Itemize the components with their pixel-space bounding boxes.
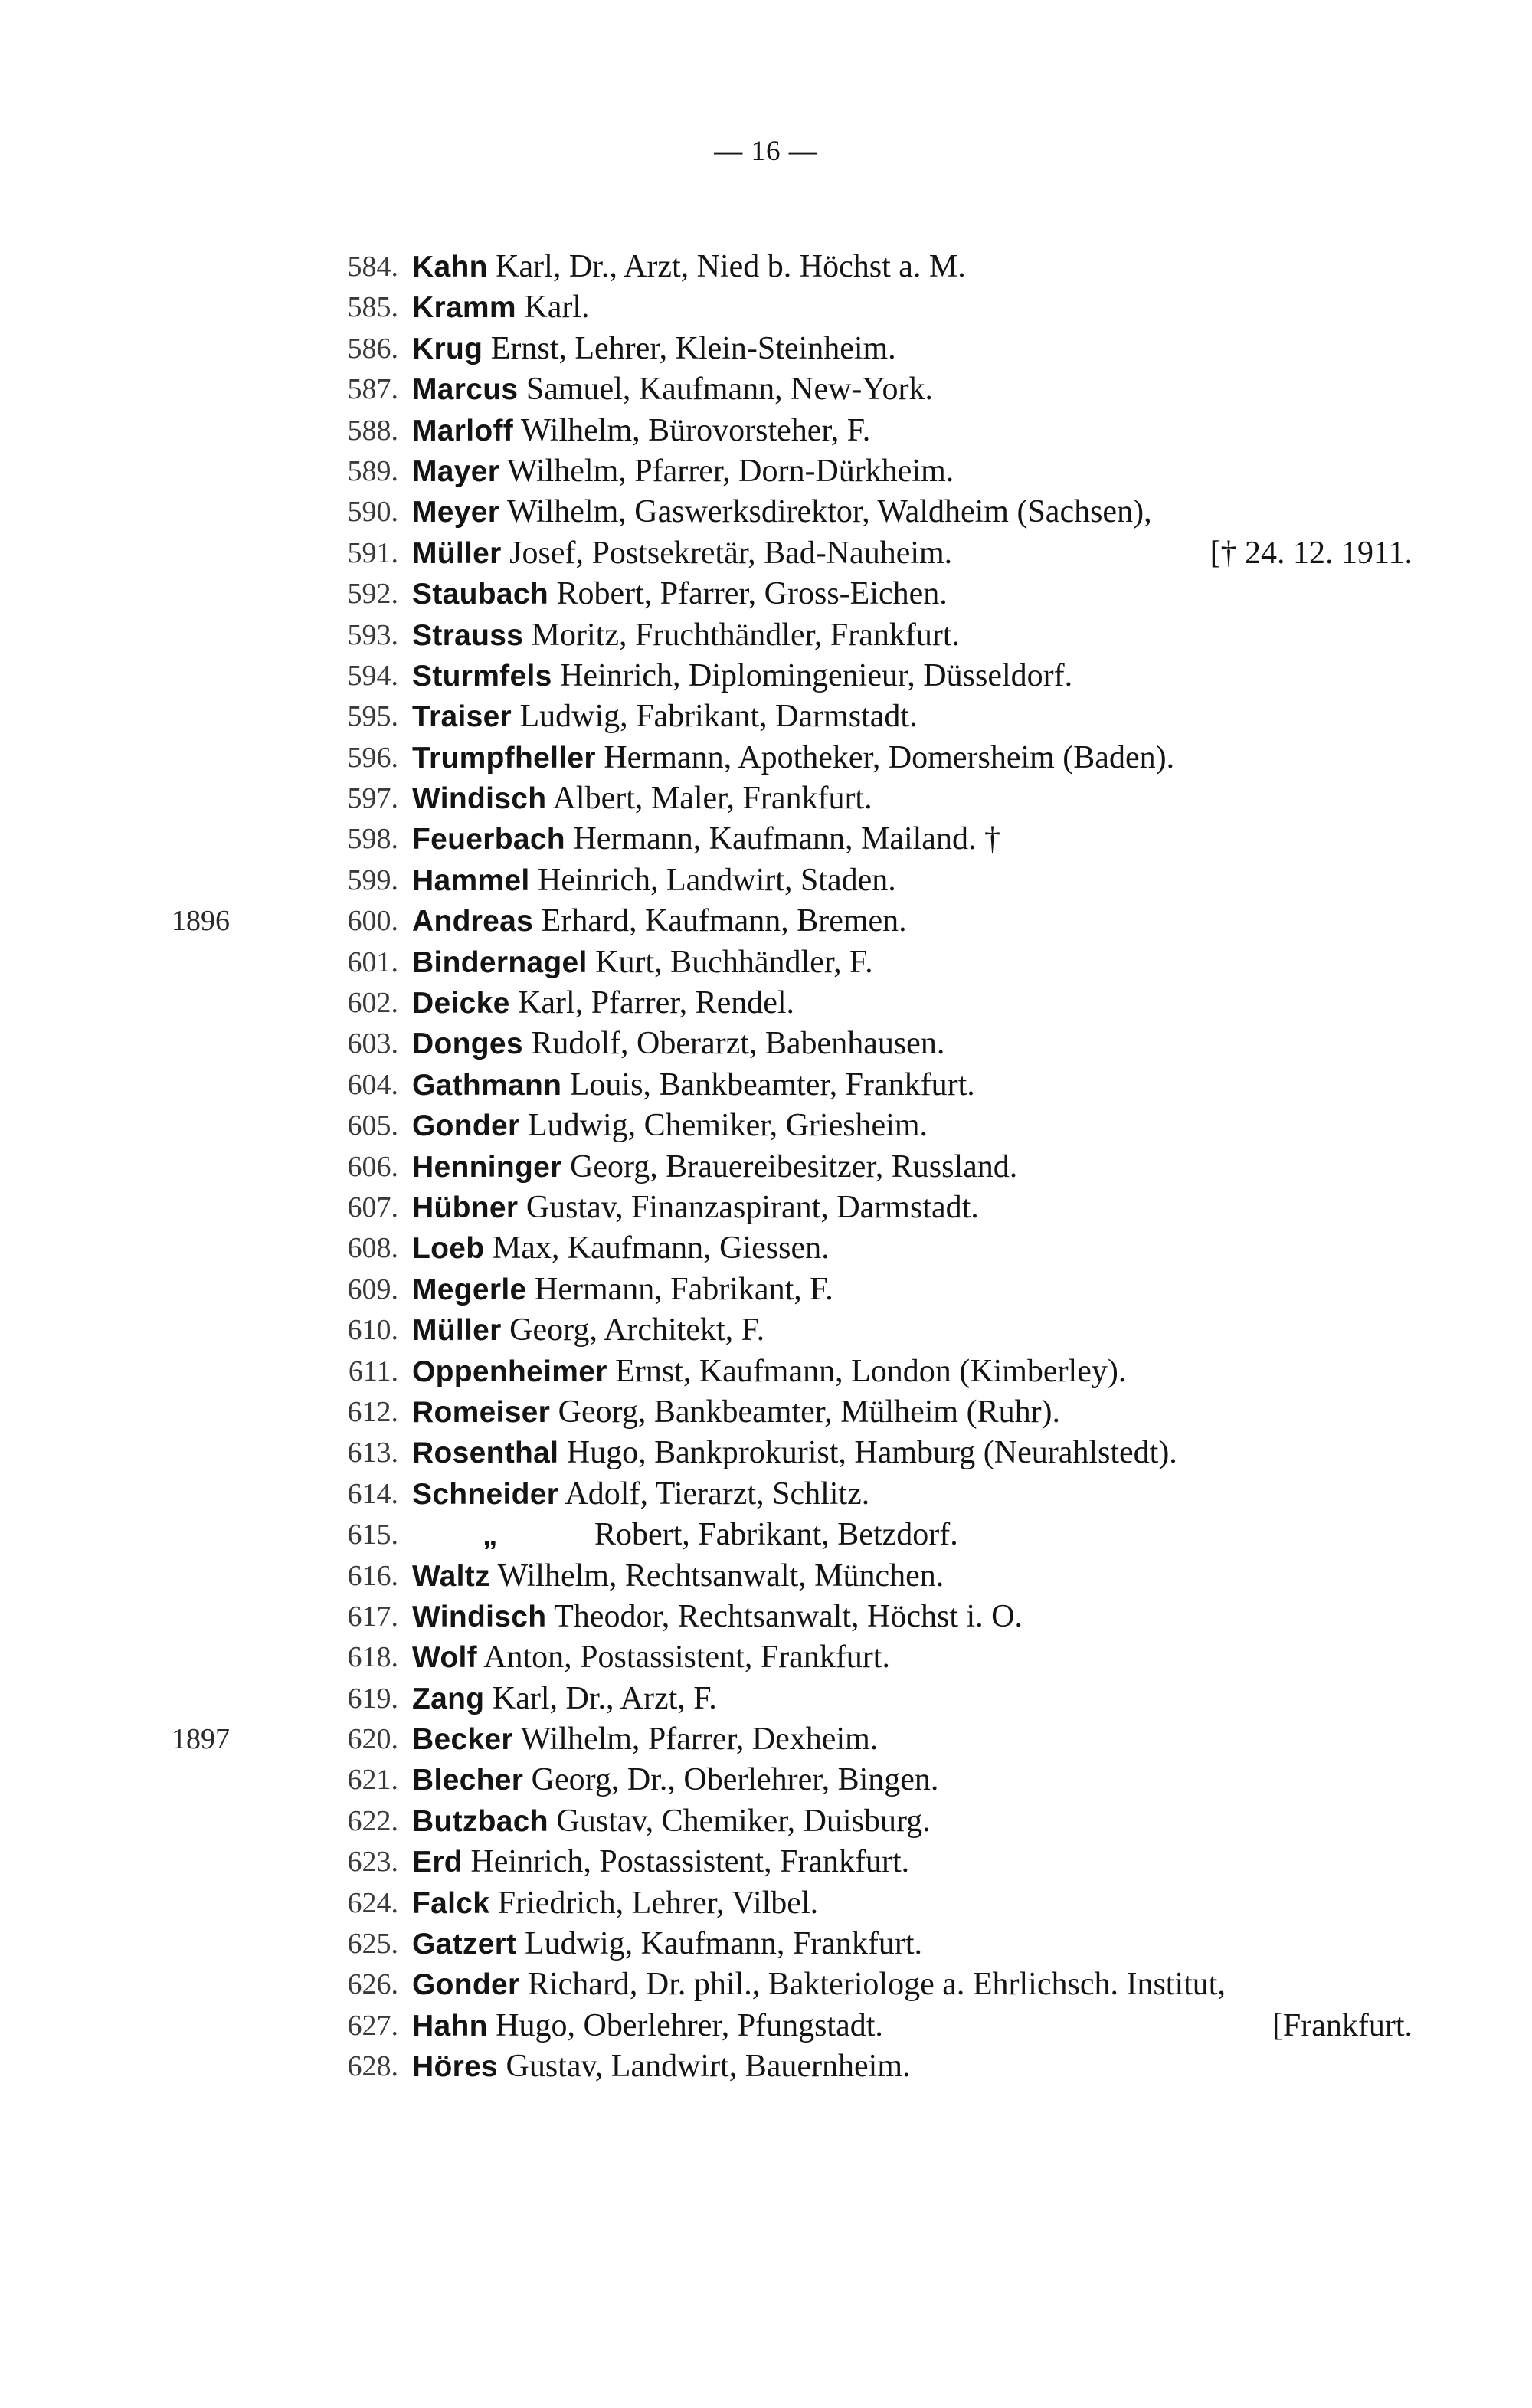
entry-details: Josef, Postsekretär, Bad-Nauheim. (509, 535, 953, 571)
entry-number: 601. (347, 945, 398, 978)
entry-details: Robert, Fabrikant, Betzdorf. (594, 1517, 958, 1553)
entry-number: 602. (347, 987, 398, 1020)
list-item (0, 656, 1532, 696)
list-item (0, 411, 1532, 451)
entry-details: Louis, Bankbeamter, Frankfurt. (569, 1066, 975, 1102)
list-item (0, 1147, 1532, 1188)
entry-number: 603. (347, 1027, 398, 1060)
entry-number: 590. (347, 496, 398, 529)
entry-details: Ludwig, Chemiker, Griesheim. (527, 1108, 928, 1144)
entry-surname: Sturmfels (412, 659, 552, 693)
entry-text (412, 1637, 890, 1678)
entry-number: 586. (347, 332, 398, 365)
list-item (0, 1597, 1532, 1637)
entry-surname: Hahn (412, 2009, 488, 2043)
list-item (0, 819, 1532, 860)
entry-year: 1897 (172, 1723, 230, 1756)
entry-text (412, 329, 896, 369)
entry-number: 599. (347, 863, 398, 896)
entry-surname: Butzbach (412, 1804, 548, 1838)
entry-text (412, 451, 954, 492)
entry-surname: Waltz (412, 1559, 490, 1593)
entry-details: Karl. (524, 290, 590, 326)
list-item (0, 1065, 1532, 1106)
entry-details: Georg, Dr., Oberlehrer, Bingen. (531, 1762, 939, 1798)
entry-surname: Loeb (412, 1232, 485, 1266)
entry-details: Heinrich, Landwirt, Staden. (538, 862, 896, 898)
entry-number: 594. (347, 659, 398, 692)
list-item (0, 1310, 1532, 1351)
entry-details: Wilhelm, Pfarrer, Dexheim. (520, 1722, 879, 1758)
entry-text (412, 1883, 818, 1924)
entry-details: Wilhelm, Pfarrer, Dorn-Dürkheim. (506, 453, 954, 489)
entry-number: 613. (347, 1437, 398, 1469)
entry-text (412, 738, 1174, 778)
entry-text (412, 1556, 944, 1597)
entry-surname: Oppenheimer (412, 1355, 607, 1388)
entry-text (412, 656, 1072, 696)
entry-details: Samuel, Kaufmann, New-York. (525, 372, 934, 408)
entry-number: 624. (347, 1886, 398, 1919)
entry-surname: Henninger (412, 1150, 562, 1184)
list-item (0, 451, 1532, 492)
entry-surname: Müller (412, 1314, 502, 1348)
entry-surname: Falck (412, 1886, 490, 1920)
entry-text (412, 1270, 833, 1310)
entry-number: 607. (347, 1191, 398, 1224)
list-item (0, 1679, 1532, 1719)
entry-text (412, 1433, 1177, 1473)
entry-details: Gustav, Finanzaspirant, Darmstadt. (525, 1189, 979, 1225)
entry-continuation: [Frankfurt. (1272, 2007, 1413, 2043)
entry-text (412, 942, 873, 983)
list-item (0, 983, 1532, 1024)
list-item (0, 1842, 1532, 1882)
entry-details: Georg, Bankbeamter, Mülheim (Ruhr). (558, 1394, 1061, 1430)
list-item (0, 1515, 1532, 1555)
entry-surname: Feuerbach (412, 823, 565, 857)
list-item (0, 738, 1532, 778)
entry-text (412, 983, 794, 1024)
entry-number: 610. (347, 1314, 398, 1347)
list-item (0, 1964, 1532, 2005)
entry-text (412, 1474, 869, 1515)
list-item (0, 1637, 1532, 1678)
list-item (0, 287, 1532, 328)
list-item (0, 1392, 1532, 1433)
list-item (0, 1719, 1532, 1760)
entry-details: Richard, Dr. phil., Bakteriologe a. Ehrlichsch. Institut, (527, 1967, 1226, 2003)
entry-details: Georg, Brauereibesitzer, Russland. (570, 1148, 1018, 1184)
entry-details: Anton, Postassistent, Frankfurt. (483, 1640, 890, 1676)
entry-surname: Gonder (412, 1968, 520, 2002)
entry-number: 620. (347, 1723, 398, 1756)
entry-number: 595. (347, 700, 398, 733)
list-item (0, 696, 1532, 737)
list-item (0, 901, 1532, 942)
entry-number: 615. (347, 1519, 398, 1551)
list-item (0, 1188, 1532, 1228)
list-item (0, 1024, 1532, 1064)
list-item (0, 1474, 1532, 1515)
entry-surname: Kramm (412, 291, 516, 325)
entry-text (412, 1147, 1017, 1188)
list-item (0, 942, 1532, 983)
entry-details: Hugo, Bankprokurist, Hamburg (Neurahlstedt). (566, 1435, 1177, 1471)
entry-text (412, 1597, 1023, 1637)
entry-details: Georg, Architekt, F. (509, 1312, 765, 1348)
list-item (0, 369, 1532, 410)
entry-number: 621. (347, 1764, 398, 1797)
entry-number: 617. (347, 1600, 398, 1633)
list-item (0, 1228, 1532, 1269)
entry-text (412, 1760, 938, 1800)
entry-text (412, 1679, 717, 1719)
entry-number: 597. (347, 782, 398, 815)
entry-surname: Erd (412, 1846, 463, 1879)
entry-number: 622. (347, 1804, 398, 1837)
entry-surname: Gonder (412, 1109, 520, 1143)
entry-number: 628. (347, 2050, 398, 2083)
entry-surname: Hübner (412, 1191, 519, 1224)
entry-details: Theodor, Rechtsanwalt, Höchst i. O. (554, 1598, 1023, 1634)
list-item (0, 329, 1532, 369)
entry-text (412, 615, 960, 656)
entry-text (412, 1515, 958, 1555)
entry-number: 591. (347, 536, 398, 569)
entry-text (412, 901, 907, 942)
entry-details: Adolf, Tierarzt, Schlitz. (565, 1476, 870, 1512)
entry-text (412, 778, 872, 819)
entry-number: 589. (347, 454, 398, 487)
entry-surname: Windisch (412, 782, 547, 816)
entry-text (412, 1392, 1060, 1433)
entry-text (412, 696, 918, 737)
entry-surname: Staubach (412, 578, 548, 611)
entry-details: Wilhelm, Gaswerksdirektor, Waldheim (Sachsen), (506, 494, 1152, 530)
entry-surname: Romeiser (412, 1395, 551, 1429)
entry-text (412, 1228, 830, 1269)
entry-surname: Wolf (412, 1641, 477, 1675)
entry-text (412, 574, 948, 614)
entry-text (412, 1106, 928, 1146)
entry-number: 627. (347, 2009, 398, 2042)
entry-text (412, 2006, 883, 2046)
entry-details: Kurt, Buchhändler, F. (595, 944, 873, 980)
entry-details: Friedrich, Lehrer, Vilbel. (497, 1885, 819, 1921)
entry-surname: Mayer (412, 454, 500, 488)
page-number: — 16 — (714, 136, 818, 167)
entry-number: 625. (347, 1928, 398, 1961)
entry-surname: Müller (412, 536, 502, 570)
list-item (0, 860, 1532, 901)
list-item (0, 1924, 1532, 1964)
entry-surname: Höres (412, 2050, 499, 2084)
entry-surname: Kahn (412, 251, 488, 283)
entry-surname: Andreas (412, 905, 534, 939)
entry-text (412, 1310, 764, 1351)
entry-text (412, 1719, 878, 1760)
entry-surname: Deicke (412, 987, 510, 1021)
entry-text (412, 533, 952, 574)
entry-number: 588. (347, 414, 398, 447)
entry-number: 614. (347, 1477, 398, 1510)
entry-surname: Marloff (412, 414, 514, 447)
entry-number: 587. (347, 373, 398, 406)
list-item (0, 1433, 1532, 1473)
entry-number: 596. (347, 741, 398, 774)
list-item (0, 1760, 1532, 1800)
entry-number: 612. (347, 1395, 398, 1428)
entry-details: Karl, Dr., Arzt, F. (492, 1680, 717, 1716)
entry-number: 619. (347, 1682, 398, 1715)
entry-surname: Blecher (412, 1764, 524, 1797)
entry-text (412, 860, 896, 901)
list-item (0, 247, 1532, 287)
entry-number: 609. (347, 1273, 398, 1306)
entry-surname: Krug (412, 332, 483, 365)
entry-number: 592. (347, 578, 398, 611)
entry-number: 605. (347, 1109, 398, 1142)
entry-number: 623. (347, 1846, 398, 1879)
entry-surname: Schneider (412, 1477, 559, 1511)
entry-surname: Strauss (412, 618, 524, 652)
entry-number: 608. (347, 1232, 398, 1265)
entry-text (412, 411, 870, 451)
entry-number: 616. (347, 1559, 398, 1592)
entry-text (412, 1188, 979, 1228)
list-item (0, 778, 1532, 819)
entry-number: 593. (347, 618, 398, 651)
list-item (0, 1351, 1532, 1392)
entry-surname: Gatzert (412, 1928, 517, 1961)
entry-text (412, 1351, 1126, 1392)
entry-surname: Traiser (412, 700, 512, 734)
entry-details: Ernst, Lehrer, Klein-Steinheim. (490, 330, 896, 366)
ditto-mark: „ (483, 1519, 498, 1552)
entry-text (412, 287, 590, 328)
list-item (0, 1106, 1532, 1146)
entry-number: 611. (348, 1355, 398, 1387)
entry-details: Ernst, Kaufmann, London (Kimberley). (615, 1353, 1127, 1389)
entry-details: Heinrich, Postassistent, Frankfurt. (470, 1844, 910, 1880)
entry-details: Moritz, Fruchthändler, Frankfurt. (531, 617, 961, 653)
entry-number: 584. (347, 251, 398, 283)
list-item (0, 1556, 1532, 1597)
list-item (0, 615, 1532, 656)
entry-details: Heinrich, Diplomingenieur, Düsseldorf. (560, 657, 1073, 693)
list-item (0, 1270, 1532, 1310)
entry-surname: Marcus (412, 373, 519, 407)
entry-number: 598. (347, 823, 398, 856)
entry-text (412, 1065, 975, 1106)
entry-number: 626. (347, 1968, 398, 2001)
entry-details: Gustav, Chemiker, Duisburg. (556, 1803, 931, 1839)
entry-details: Erhard, Kaufmann, Bremen. (541, 903, 907, 939)
entry-text (412, 1801, 931, 1842)
entry-details: Karl, Dr., Arzt, Nied b. Höchst a. M. (496, 249, 966, 284)
entry-details: Hugo, Oberlehrer, Pfungstadt. (496, 2007, 883, 2043)
entry-text (412, 2046, 911, 2087)
list-item (0, 2006, 1532, 2046)
list-item (0, 2046, 1532, 2087)
entry-details: Gustav, Landwirt, Bauernheim. (506, 2049, 911, 2085)
entry-text (412, 369, 933, 410)
list-item (0, 533, 1532, 574)
list-item (0, 1801, 1532, 1842)
entry-surname: Meyer (412, 496, 500, 529)
entry-number: 585. (347, 291, 398, 324)
entry-continuation: [† 24. 12. 1911. (1210, 535, 1413, 571)
entry-number: 606. (347, 1150, 398, 1183)
entry-details: Ludwig, Fabrikant, Darmstadt. (519, 699, 918, 735)
entry-surname: Rosenthal (412, 1437, 559, 1470)
entry-text (412, 247, 966, 287)
entry-number: 618. (347, 1641, 398, 1674)
entry-details: Max, Kaufmann, Giessen. (492, 1230, 830, 1266)
entry-details: Wilhelm, Bürovorsteher, F. (520, 412, 871, 448)
entry-details: Hermann, Apotheker, Domersheim (Baden). (604, 739, 1175, 775)
entry-number: 600. (347, 905, 398, 938)
entry-surname: Megerle (412, 1273, 527, 1306)
entry-details: Karl, Pfarrer, Rendel. (518, 985, 795, 1021)
entry-surname: Hammel (412, 863, 530, 897)
entry-number: 604. (347, 1068, 398, 1101)
entry-text (412, 492, 1152, 532)
entry-surname: Zang (412, 1682, 485, 1715)
entry-surname: Windisch (412, 1600, 547, 1633)
entry-details: Wilhelm, Rechtsanwalt, München. (497, 1558, 944, 1594)
entry-text (412, 1924, 922, 1964)
entry-text (412, 1024, 944, 1064)
entry-details: Hermann, Fabrikant, F. (535, 1271, 833, 1307)
entry-surname: Trumpfheller (412, 741, 596, 775)
entry-details: Rudolf, Oberarzt, Babenhausen. (531, 1026, 945, 1062)
entry-details: Robert, Pfarrer, Gross-Eichen. (556, 576, 948, 612)
member-list (0, 247, 1532, 2088)
entry-surname: Becker (412, 1723, 513, 1757)
entry-year: 1896 (172, 905, 230, 938)
entry-details: Ludwig, Kaufmann, Frankfurt. (524, 1926, 923, 1962)
entry-details: Albert, Maler, Frankfurt. (552, 781, 872, 817)
entry-surname: Gathmann (412, 1068, 562, 1102)
list-item (0, 574, 1532, 614)
entry-surname: Bindernagel (412, 945, 588, 979)
entry-surname: Donges (412, 1027, 523, 1061)
entry-text (412, 819, 1000, 860)
entry-text (412, 1964, 1226, 2005)
list-item (0, 1883, 1532, 1924)
list-item (0, 492, 1532, 532)
entry-text (412, 1842, 909, 1882)
entry-details: Hermann, Kaufmann, Mailand. † (573, 821, 1000, 857)
